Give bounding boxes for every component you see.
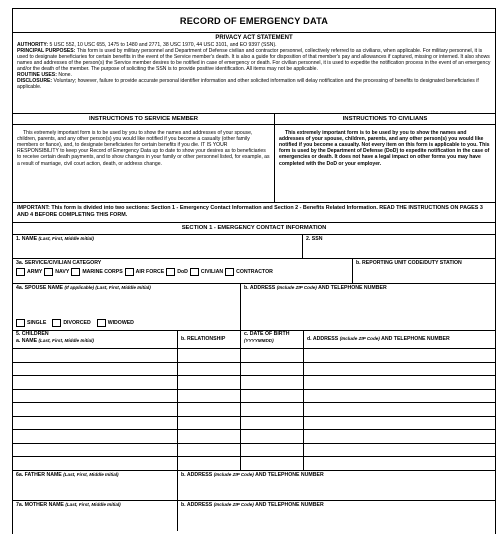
mother-row bbox=[13, 501, 495, 531]
children-rows bbox=[13, 349, 495, 471]
child-dob-cell[interactable] bbox=[241, 376, 304, 389]
child-dob-cell[interactable] bbox=[241, 444, 304, 457]
civilian-instructions-text: This extremely important form is to be used by you to show the names and addresses of your spouse, children, parents, and any other person(s) you would like notified if you become a casualty. Not every item on this form is applicable to you. This form is used by the Department of Defense (DoD) to expedite notification in the case of emergencies or death. It does not have a legal impact on other forms you may have completed with the DoD or your employer. bbox=[279, 130, 490, 167]
checkbox-square[interactable] bbox=[16, 319, 25, 327]
child-entry-row bbox=[13, 444, 495, 458]
service-category-field: 3a. SERVICE/CIVILIAN CATEGORY ARMY NAVY MARINE CORPS AIR FORCE DoD CIVILIAN CONTRACTOR bbox=[13, 259, 353, 283]
father-address-field[interactable]: b. ADDRESS (Include ZIP Code) AND TELEPHONE NUMBER bbox=[181, 471, 324, 478]
child-name-cell[interactable] bbox=[13, 390, 178, 403]
child-dob-cell[interactable] bbox=[241, 403, 304, 416]
child-relationship-cell[interactable] bbox=[178, 430, 241, 443]
category-label: CIVILIAN bbox=[200, 269, 224, 275]
child-name-cell[interactable] bbox=[13, 444, 178, 457]
children-header-row bbox=[13, 331, 495, 349]
dob-header: c. DATE OF BIRTH (YYYYMMDD) bbox=[241, 331, 304, 348]
child-address-cell[interactable] bbox=[304, 349, 495, 362]
child-relationship-cell[interactable] bbox=[178, 390, 241, 403]
child-relationship-cell[interactable] bbox=[178, 457, 241, 470]
checkbox-square[interactable] bbox=[71, 268, 80, 276]
child-entry-row bbox=[13, 363, 495, 377]
child-name-cell[interactable] bbox=[13, 457, 178, 470]
child-address-cell[interactable] bbox=[304, 417, 495, 430]
spouse-address-field[interactable]: b. ADDRESS (Include ZIP Code) AND TELEPHONE NUMBER bbox=[244, 285, 387, 291]
member-instructions-text: This extremely important form is to be used by you to show the names and addresses of your spouse, children, parents, and any other person(s) you would like notified if you become a casualty (other family members or fiance), and, to designate beneficiaries for certain benefits if you die. IT IS YOUR RESPONSIBILITY to keep your Record of Emergency Data up to date to show your desires as to beneficiaries to receive certain death payments, and to show changes in your family or other personnel listed, for example, as a result of marriage, civil court action, death, or address change. bbox=[17, 130, 270, 167]
category-checkbox-air-force[interactable] bbox=[125, 268, 165, 276]
category-label: AIR FORCE bbox=[135, 269, 165, 275]
disclosure-paragraph: DISCLOSURE: Voluntary; however, failure to provide accurate personal identifier information and other solicited information will delay notification and the processing of benefits to designated beneficiaries if applicable. bbox=[17, 78, 479, 91]
father-row bbox=[13, 471, 495, 501]
child-entry-row bbox=[13, 349, 495, 363]
child-address-header: d. ADDRESS (Include ZIP Code) AND TELEPHONE NUMBER bbox=[307, 336, 450, 342]
marital-checkbox-single[interactable] bbox=[16, 319, 46, 327]
category-checkbox-civilian[interactable] bbox=[190, 268, 223, 276]
child-dob-cell[interactable] bbox=[241, 390, 304, 403]
child-name-cell[interactable] bbox=[13, 430, 178, 443]
checkbox-square[interactable] bbox=[52, 319, 61, 327]
child-name-cell[interactable] bbox=[13, 417, 178, 430]
category-checkbox-dod[interactable] bbox=[166, 268, 188, 276]
authority-paragraph: AUTHORITY: 5 USC 552, 10 USC 655, 1475 to 1480 and 2771, 38 USC 1970, 44 USC 3101, and EO 9397 (SSN). bbox=[17, 42, 277, 49]
member-instructions bbox=[13, 114, 275, 202]
checkbox-square[interactable] bbox=[166, 268, 175, 276]
child-address-cell[interactable] bbox=[304, 363, 495, 376]
child-relationship-cell[interactable] bbox=[178, 403, 241, 416]
marital-label: SINGLE bbox=[27, 320, 47, 326]
marital-checkbox-widowed[interactable] bbox=[97, 319, 134, 327]
name-ssn-row bbox=[13, 235, 495, 259]
important-notice: IMPORTANT: This form is divided into two sections: Section 1 - Emergency Contact Information and Section 2 - Benefits Related Information. READ THE INSTRUCTIONS ON PAGES 3 AND 4 BEFORE COMPLETING THIS FORM. bbox=[13, 203, 495, 223]
child-entry-row bbox=[13, 403, 495, 417]
child-dob-cell[interactable] bbox=[241, 363, 304, 376]
form-title: RECORD OF EMERGENCY DATA bbox=[13, 9, 495, 33]
child-relationship-cell[interactable] bbox=[178, 417, 241, 430]
category-checkbox-army[interactable] bbox=[16, 268, 42, 276]
member-instructions-heading: INSTRUCTIONS TO SERVICE MEMBER bbox=[13, 116, 274, 125]
spouse-row bbox=[13, 284, 495, 331]
child-dob-cell[interactable] bbox=[241, 417, 304, 430]
routine-uses-paragraph: ROUTINE USES: None. bbox=[17, 72, 72, 79]
checkbox-square[interactable] bbox=[16, 268, 25, 276]
child-name-cell[interactable] bbox=[13, 363, 178, 376]
civilian-instructions-heading: INSTRUCTIONS TO CIVILIANS bbox=[275, 116, 495, 125]
child-entry-row bbox=[13, 457, 495, 471]
category-label: DoD bbox=[177, 269, 188, 275]
child-dob-cell[interactable] bbox=[241, 430, 304, 443]
name-field[interactable]: 1. NAME (Last, First, Middle Initial) bbox=[13, 235, 303, 258]
category-checkbox-navy[interactable] bbox=[44, 268, 69, 276]
category-checkbox-marine-corps[interactable] bbox=[71, 268, 122, 276]
checkbox-square[interactable] bbox=[225, 268, 234, 276]
father-name-field[interactable]: 6a. FATHER NAME (Last, First, Middle Initial) bbox=[13, 471, 178, 500]
checkbox-square[interactable] bbox=[190, 268, 199, 276]
emergency-data-form bbox=[12, 8, 496, 534]
child-address-cell[interactable] bbox=[304, 403, 495, 416]
child-address-cell[interactable] bbox=[304, 457, 495, 470]
child-name-cell[interactable] bbox=[13, 403, 178, 416]
marital-label: WIDOWED bbox=[107, 320, 134, 326]
privacy-act-statement bbox=[13, 33, 495, 114]
child-entry-row bbox=[13, 390, 495, 404]
child-entry-row bbox=[13, 376, 495, 390]
purposes-paragraph: PRINCIPAL PURPOSES: This form is used by military personnel and Department of Defense civilian and contractor personnel, collectively referred to as civilians, when applicable. For military personnel, it is used to designate beneficiaries for certain benefits in the event of the Service member's death. It is also a guide for disposition of that member's pay and allowances if captured, missing or interned. It also shows names and addresses of the person(s) the Service member desires to be notified in case of emergency or death. For civilian personnel, it is used to expedite the notification process in the event of an emergency and/or the death of the member. The purpose of soliciting the SSN is to provide positive identification. All items may not be applicable. bbox=[17, 48, 491, 73]
marital-checkbox-divorced[interactable] bbox=[52, 319, 90, 327]
category-label: ARMY bbox=[27, 269, 43, 275]
children-name-header: 5. CHILDREN a. NAME (Last, First, Middle Initial) bbox=[13, 331, 178, 348]
child-entry-row bbox=[13, 417, 495, 431]
instructions-section bbox=[13, 114, 495, 203]
marital-label: DIVORCED bbox=[63, 320, 91, 326]
child-address-cell[interactable] bbox=[304, 430, 495, 443]
child-address-cell[interactable] bbox=[304, 376, 495, 389]
child-name-cell[interactable] bbox=[13, 349, 178, 362]
civilian-instructions bbox=[275, 114, 495, 202]
child-address-cell[interactable] bbox=[304, 390, 495, 403]
category-label: CONTRACTOR bbox=[236, 269, 273, 275]
reporting-unit-field[interactable]: b. REPORTING UNIT CODE/DUTY STATION bbox=[356, 260, 462, 266]
checkbox-square[interactable] bbox=[97, 319, 106, 327]
marital-checkboxes bbox=[16, 319, 237, 327]
child-relationship-cell[interactable] bbox=[178, 376, 241, 389]
category-checkboxes bbox=[16, 268, 349, 276]
mother-name-field[interactable]: 7a. MOTHER NAME (Last, First, Middle Initial) bbox=[13, 501, 178, 531]
section1-heading: SECTION 1 - EMERGENCY CONTACT INFORMATION bbox=[13, 223, 495, 235]
child-dob-cell[interactable] bbox=[241, 457, 304, 470]
child-relationship-cell[interactable] bbox=[178, 349, 241, 362]
spouse-name-field[interactable]: 4a. SPOUSE NAME (If applicable) (Last, First, Middle Initial) SINGLE DIVORCED WIDOWED bbox=[13, 284, 241, 330]
child-relationship-cell[interactable] bbox=[178, 363, 241, 376]
mother-address-field[interactable]: b. ADDRESS (Include ZIP Code) AND TELEPHONE NUMBER bbox=[181, 501, 324, 508]
ssn-field[interactable]: 2. SSN bbox=[306, 236, 323, 242]
category-checkbox-contractor[interactable] bbox=[225, 268, 273, 276]
child-relationship-cell[interactable] bbox=[178, 444, 241, 457]
child-name-cell[interactable] bbox=[13, 376, 178, 389]
relationship-header: b. RELATIONSHIP bbox=[178, 331, 241, 348]
category-label: NAVY bbox=[55, 269, 70, 275]
child-dob-cell[interactable] bbox=[241, 349, 304, 362]
checkbox-square[interactable] bbox=[44, 268, 53, 276]
child-entry-row bbox=[13, 430, 495, 444]
checkbox-square[interactable] bbox=[125, 268, 134, 276]
privacy-heading: PRIVACY ACT STATEMENT bbox=[215, 35, 293, 41]
child-address-cell[interactable] bbox=[304, 444, 495, 457]
category-label: MARINE CORPS bbox=[82, 269, 123, 275]
category-row bbox=[13, 259, 495, 284]
